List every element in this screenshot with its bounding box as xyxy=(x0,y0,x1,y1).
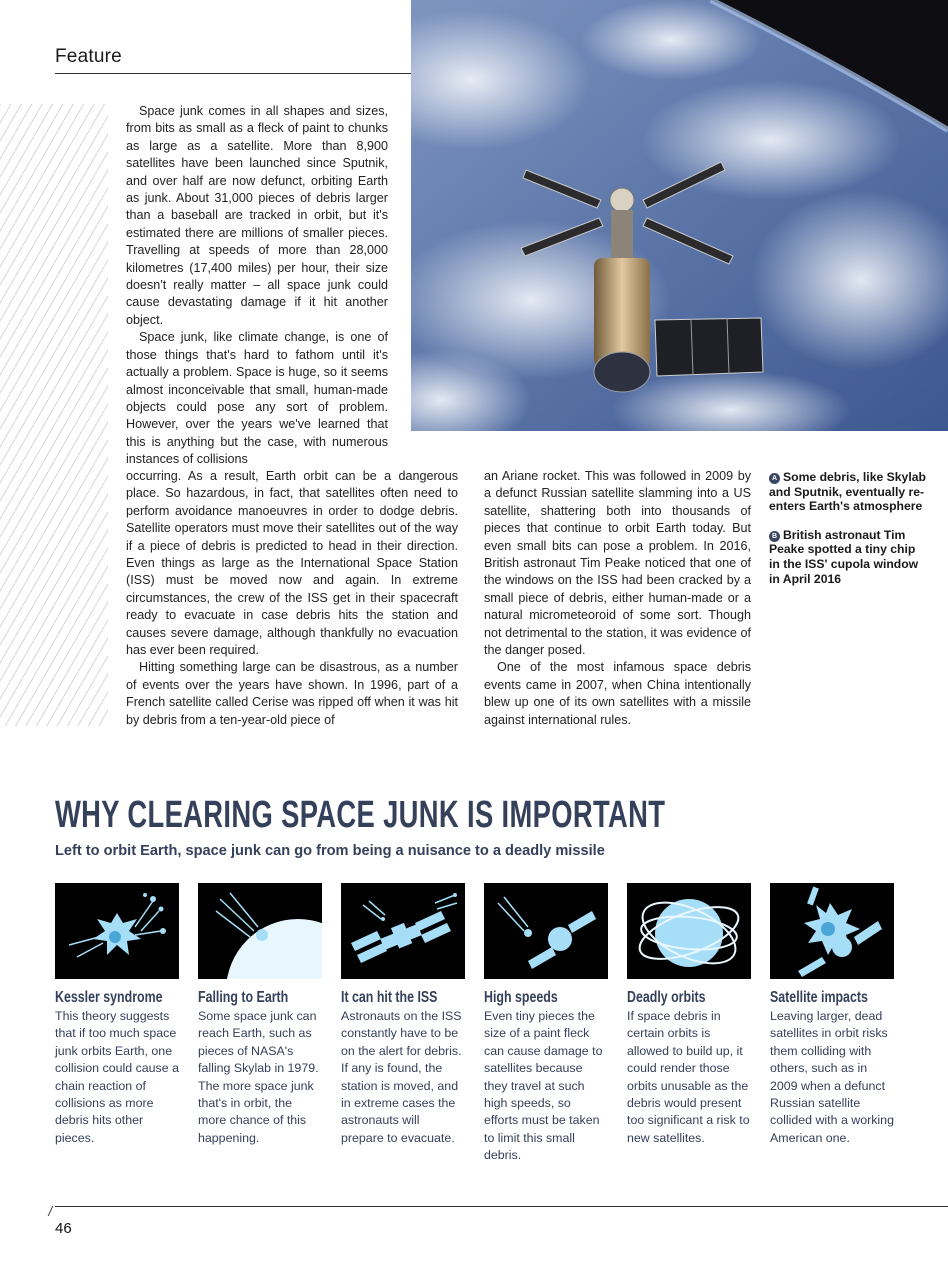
card-deadly-orbits xyxy=(627,883,751,1147)
satellite-speed-icon xyxy=(484,883,608,979)
card-title: It can hit the ISS xyxy=(341,989,438,1006)
caption-text: Some debris, like Skylab and Sputnik, eventually re-enters Earth's atmosphere xyxy=(769,470,926,514)
card-text: Some space junk can reach Earth, such as pieces of NASA's falling Skylab in 1979. The more space junk that's in orbit, the more chance of this happening. xyxy=(198,1009,319,1145)
article-paragraph: Space junk comes in all shapes and sizes, from bits as small as a fleck of paint to chunks as large as a satellite. More than 8,900 satellites have been launched since Sputnik, and over half are now defunct, orbiting Earth as junk. About 31,000 pieces of debris larger than a baseball are tracked in orbit, but it's estimated there are millions of smaller pieces. Travelling at speeds of more than 28,000 kilometres (17,400 miles) per hour, their size doesn't really matter – all space junk could cause devastating damage if it hit another object. xyxy=(126,104,388,327)
card-title: Falling to Earth xyxy=(198,989,289,1006)
workshop-solar-panel xyxy=(655,318,763,376)
card-title: Kessler syndrome xyxy=(55,989,163,1006)
section-label: Feature xyxy=(55,46,122,67)
card-title: Deadly orbits xyxy=(627,989,706,1006)
caption-b xyxy=(769,528,929,586)
caption-badge: B xyxy=(769,531,780,542)
skylab-photo xyxy=(411,0,948,431)
card-text: If space debris in certain orbits is allowed to build up, it could render those orbits unusable as the debris would present too significant a risk to new satellites. xyxy=(627,1009,750,1145)
card-high-speeds xyxy=(484,883,608,1165)
footer-rule xyxy=(55,1206,948,1207)
article-column-left xyxy=(126,468,458,729)
workshop-end xyxy=(594,352,650,392)
iss-icon xyxy=(341,883,465,979)
card-text: Even tiny pieces the size of a paint fleck can cause damage to satellites because they travel at such high speeds, so efforts must be taken to limit this small debris. xyxy=(484,1009,603,1163)
photo-captions xyxy=(769,470,929,600)
caption-a xyxy=(769,470,929,514)
card-text: Leaving larger, dead satellites in orbit risks them colliding with others, such as in 2009 when a defunct Russian satellite collided with a working American one. xyxy=(770,1009,894,1145)
article-column-right xyxy=(484,468,751,729)
collision-icon xyxy=(55,883,179,979)
article-paragraph: One of the most infamous space debris events came in 2007, when China intentionally blew up one of its own satellites with a missile against international rules. xyxy=(484,660,751,727)
card-text: Astronauts on the ISS constantly have to be on the alert for debris. If any is found, the station is moved, and in extreme cases the astronauts will prepare to evacuate. xyxy=(341,1009,462,1145)
article-paragraph: occurring. As a result, Earth orbit can be a dangerous place. So hazardous, in fact, that satellites often need to perform avoidance manoeuvres in order to dodge debris. Satellite operators must move their satellites out of the way if a piece of debris is predicted to head in their direction. Even things as large as the International Space Station (ISS) must be moved now and again. In extreme circumstances, the crew of the ISS get in their spacecraft ready to evacuate in case debris hits the station and causes severe damage, although thankfully no evacuation has ever been required. xyxy=(126,469,458,658)
article-paragraph: an Ariane rocket. This was followed in 2009 by a defunct Russian satellite slamming into a US satellite, shattering both into thousands of pieces that continue to orbit Earth today. But even small bits can pose a problem. In 2016, British astronaut Tim Peake noticed that one of the windows on the ISS had been cracked by a small piece of debris, either human-made or a natural micrometeoroid of some sort. Though not detrimental to the station, it was evidence of the danger posed. xyxy=(484,469,751,658)
caption-text: British astronaut Tim Peake spotted a tiny chip in the ISS' cupola window in April 2016 xyxy=(769,527,919,586)
card-text: This theory suggests that if too much space junk orbits Earth, one collision could cause a chain reaction of collisions as more debris hits other pieces. xyxy=(55,1009,179,1145)
card-title: High speeds xyxy=(484,989,558,1006)
article-column-top xyxy=(126,103,388,469)
footer-tick xyxy=(48,1206,54,1216)
decorative-hatch xyxy=(0,104,108,726)
caption-badge: A xyxy=(769,473,780,484)
article-paragraph: Space junk, like climate change, is one of those things that's hard to fathom until it's actually a problem. Space is huge, so it seems almost inconceivable that small, human-made objects could pose any sort of problem. However, over the years we've learned that this is anything but the case, with numerous instances of collisions xyxy=(126,330,388,467)
section-rule xyxy=(55,73,412,74)
infographic-subtitle: Left to orbit Earth, space junk can go from being a nuisance to a deadly missile xyxy=(55,843,605,859)
skylab-illustration xyxy=(411,0,948,431)
article-paragraph: Hitting something large can be disastrous, as a number of events over the years have shown. In 1996, part of a French satellite called Cerise was ripped off when it was hit by debris from a ten-year-old piece of xyxy=(126,660,458,727)
card-kessler-syndrome xyxy=(55,883,179,1147)
card-satellite-impacts xyxy=(770,883,894,1147)
docking-adapter xyxy=(611,210,633,260)
infographic-cards xyxy=(55,883,935,1183)
infographic-title: WHY CLEARING SPACE JUNK IS IMPORTANT xyxy=(55,794,666,836)
card-it-can-hit-the-iss xyxy=(341,883,465,1147)
reentry-icon xyxy=(198,883,322,979)
orbits-icon xyxy=(627,883,751,979)
page-number: 46 xyxy=(55,1220,72,1237)
satellite-impact-icon xyxy=(770,883,894,979)
telescope-mount xyxy=(610,188,634,212)
card-title: Satellite impacts xyxy=(770,989,868,1006)
card-falling-to-earth xyxy=(198,883,322,1147)
